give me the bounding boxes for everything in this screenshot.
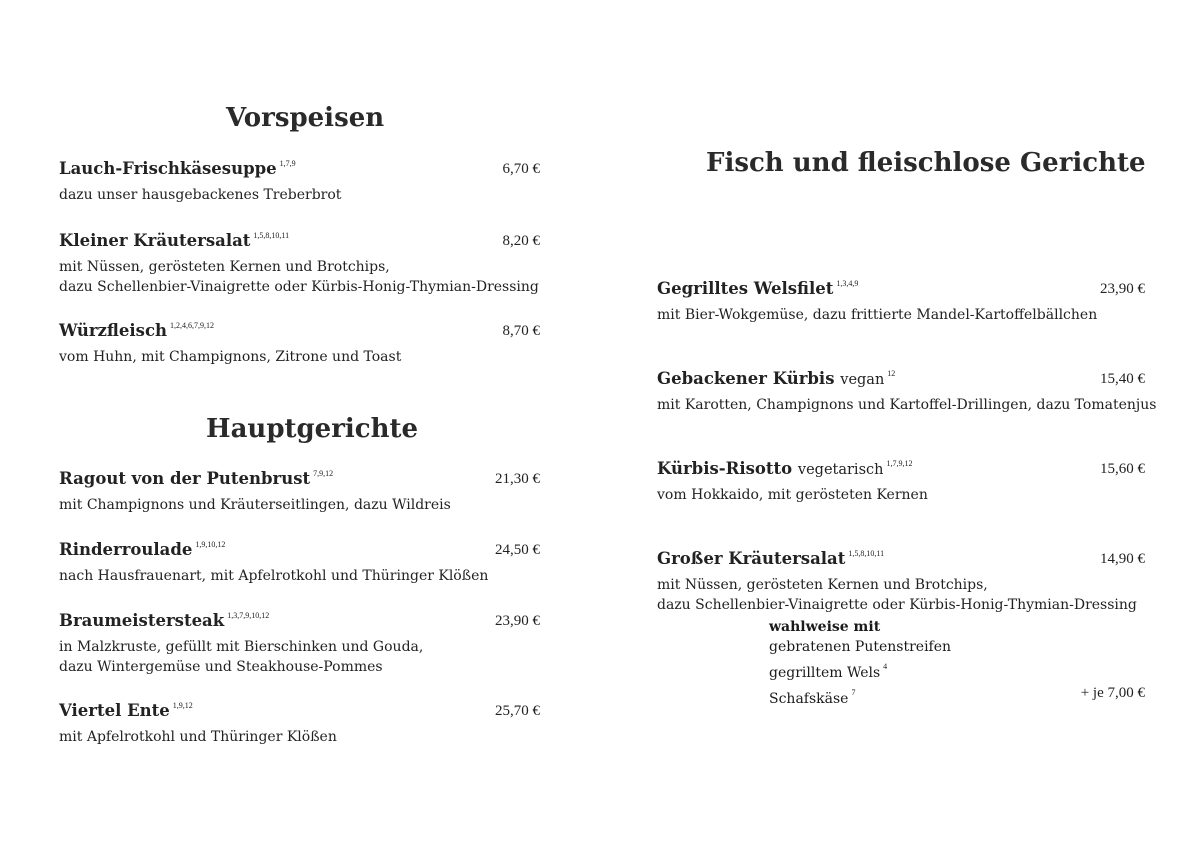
item-price: 21,30 € [495, 471, 540, 487]
item-name: Großer Kräutersalat $^{1,5,8,10,11}$ [657, 549, 885, 568]
item-price: 15,40 € [1100, 371, 1145, 387]
heading-hauptgerichte: Hauptgerichte [206, 414, 419, 444]
item-description: in Malzkruste, gefüllt mit Bierschinken und Gouda, [59, 639, 424, 655]
menu-item [59, 540, 540, 586]
item-name: Gebackener Kürbis vegan $^{12}$ [657, 369, 896, 388]
allergen-codes: 1,9,10,12 [195, 540, 226, 549]
menu-item [657, 459, 1145, 505]
item-qualifier: vegan [840, 372, 885, 388]
item-name: Kürbis-Risotto vegetarisch $^{1,7,9,12}$ [657, 459, 913, 478]
item-qualifier: vegetarisch [797, 462, 884, 478]
menu-item [59, 321, 540, 367]
item-price: 14,90 € [1100, 551, 1145, 567]
item-description: dazu Wintergemüse und Steakhouse-Pommes [59, 659, 383, 675]
allergen-codes: 7 [851, 688, 856, 697]
allergen-codes: 1,3,7,9,10,12 [227, 611, 270, 620]
item-description: mit Apfelrotkohl und Thüringer Klößen [59, 729, 337, 745]
item-name: Ragout von der Putenbrust $^{7,9,12}$ [59, 469, 334, 488]
addon-options [769, 617, 1145, 709]
item-description: mit Nüssen, gerösteten Kernen und Brotchips, [59, 259, 390, 275]
item-price: 23,90 € [495, 613, 540, 629]
item-name: Kleiner Kräutersalat $^{1,5,8,10,11}$ [59, 231, 290, 250]
menu-item [59, 611, 540, 677]
menu-item [657, 369, 1157, 415]
item-price: 23,90 € [1100, 281, 1145, 297]
menu-item [657, 549, 1145, 615]
menu-item [59, 701, 540, 747]
menu-item [657, 279, 1145, 325]
menu-item [59, 159, 540, 205]
addon-option: gebratenen Putenstreifen [769, 639, 952, 655]
item-description: vom Huhn, mit Champignons, Zitrone und Toast [59, 349, 402, 365]
item-description: mit Nüssen, gerösteten Kernen und Brotchips, [657, 577, 988, 593]
allergen-codes: 1,5,8,10,11 [848, 549, 885, 558]
item-price: 8,20 € [502, 233, 540, 249]
allergen-codes: 1,9,12 [172, 701, 193, 710]
heading-fisch-fleischlos: Fisch und fleischlose Gerichte [706, 148, 1146, 178]
menu-item [59, 231, 540, 297]
item-description: vom Hokkaido, mit gerösteten Kernen [657, 487, 928, 503]
item-name: Würzfleisch $^{1,2,4,6,7,9,12}$ [59, 321, 215, 340]
addon-option: gegrilltem Wels $^4$ [769, 662, 888, 681]
allergen-codes: 1,7,9,12 [886, 459, 913, 468]
addon-surcharge: + je 7,00 € [1080, 685, 1145, 701]
allergen-codes: 12 [887, 369, 896, 378]
item-description: dazu Schellenbier-Vinaigrette oder Kürbis-Honig-Thymian-Dressing [59, 279, 539, 295]
menu-item [59, 469, 540, 515]
item-name: Lauch-Frischkäsesuppe $^{1,7,9}$ [59, 159, 296, 178]
item-name: Viertel Ente $^{1,9,12}$ [59, 701, 193, 720]
item-price: 6,70 € [502, 161, 540, 177]
allergen-codes: 1,3,4,9 [836, 279, 859, 288]
item-price: 25,70 € [495, 703, 540, 719]
item-name: Rinderroulade $^{1,9,10,12}$ [59, 540, 226, 559]
item-price: 24,50 € [495, 542, 540, 558]
item-price: 8,70 € [502, 323, 540, 339]
item-name: Gegrilltes Welsfilet $^{1,3,4,9}$ [657, 279, 859, 298]
addon-heading: wahlweise mit [769, 619, 881, 635]
allergen-codes: 4 [883, 662, 888, 671]
item-description: mit Karotten, Champignons und Kartoffel-Drillingen, dazu Tomatenjus [657, 397, 1157, 413]
item-description: nach Hausfrauenart, mit Apfelrotkohl und Thüringer Klößen [59, 568, 489, 584]
addon-option: Schafskäse $^7$ + je 7,00 € [769, 685, 1145, 707]
allergen-codes: 7,9,12 [313, 469, 334, 478]
allergen-codes: 1,2,4,6,7,9,12 [170, 321, 215, 330]
heading-vorspeisen: Vorspeisen [226, 103, 385, 133]
item-description: mit Bier-Wokgemüse, dazu frittierte Mandel-Kartoffelbällchen [657, 307, 1098, 323]
item-description: mit Champignons und Kräuterseitlingen, dazu Wildreis [59, 497, 451, 513]
allergen-codes: 1,7,9 [279, 159, 296, 168]
allergen-codes: 1,5,8,10,11 [253, 231, 290, 240]
item-price: 15,60 € [1100, 461, 1145, 477]
item-description: dazu unser hausgebackenes Treberbrot [59, 187, 342, 203]
item-description: dazu Schellenbier-Vinaigrette oder Kürbis-Honig-Thymian-Dressing [657, 597, 1137, 613]
item-name: Braumeistersteak $^{1,3,7,9,10,12}$ [59, 611, 270, 630]
